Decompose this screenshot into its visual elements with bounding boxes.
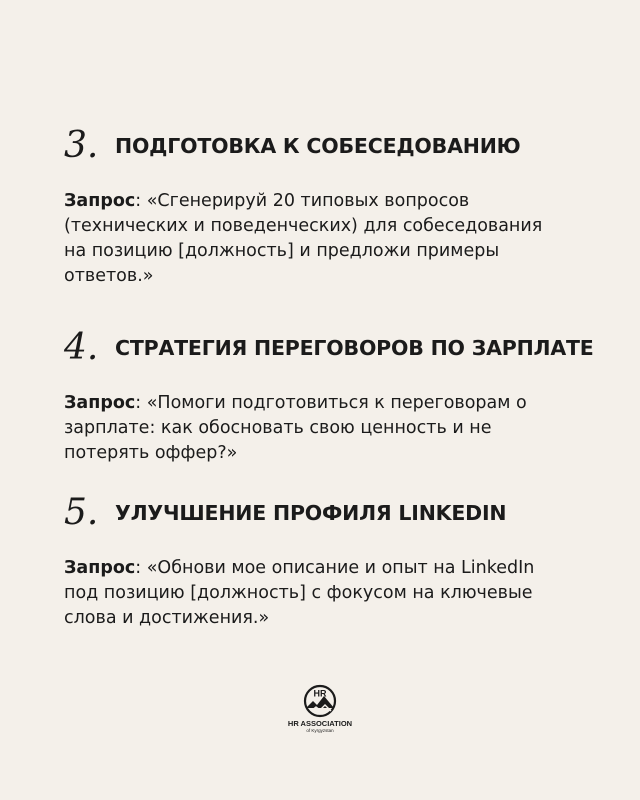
logo-mark-text: HR xyxy=(313,688,327,699)
logo-subtitle: of Kyrgyzstan xyxy=(306,728,334,733)
section-number: 5. xyxy=(64,492,99,533)
hr-association-logo xyxy=(280,684,360,744)
section-salary-negotiation xyxy=(64,328,620,466)
request-text: : «Обнови мое описание и опыт на LinkedIn под позицию [должность] с фокусом на ключевые слова и достижения.» xyxy=(64,558,535,628)
section-linkedin-profile xyxy=(64,493,620,631)
request-label: Запрос xyxy=(64,558,136,578)
section-number: 4. xyxy=(64,327,99,368)
section-body xyxy=(64,556,544,631)
section-title: СТРАТЕГИЯ ПЕРЕГОВОРОВ ПО ЗАРПЛАТЕ xyxy=(115,336,594,360)
section-heading xyxy=(64,493,620,533)
mountain-logo-icon xyxy=(302,684,338,718)
section-body xyxy=(64,189,544,289)
request-text: : «Помоги подготовиться к переговорам о зарплате: как обосновать свою ценность и не потерять оффер?» xyxy=(64,393,527,463)
request-text: : «Сгенерируй 20 типовых вопросов (технических и поведенческих) для собеседования на позицию [должность] и предложи примеры ответов.» xyxy=(64,191,543,286)
request-label: Запрос xyxy=(64,393,136,413)
logo-name: HR ASSOCIATION xyxy=(287,719,353,728)
section-heading xyxy=(64,126,620,166)
section-number: 3. xyxy=(64,125,99,166)
section-heading xyxy=(64,328,620,368)
section-body xyxy=(64,391,544,466)
section-title: ПОДГОТОВКА К СОБЕСЕДОВАНИЮ xyxy=(115,134,521,158)
section-title: УЛУЧШЕНИЕ ПРОФИЛЯ LINKEDIN xyxy=(115,501,507,525)
section-interview-prep xyxy=(64,126,620,289)
request-label: Запрос xyxy=(64,191,136,211)
